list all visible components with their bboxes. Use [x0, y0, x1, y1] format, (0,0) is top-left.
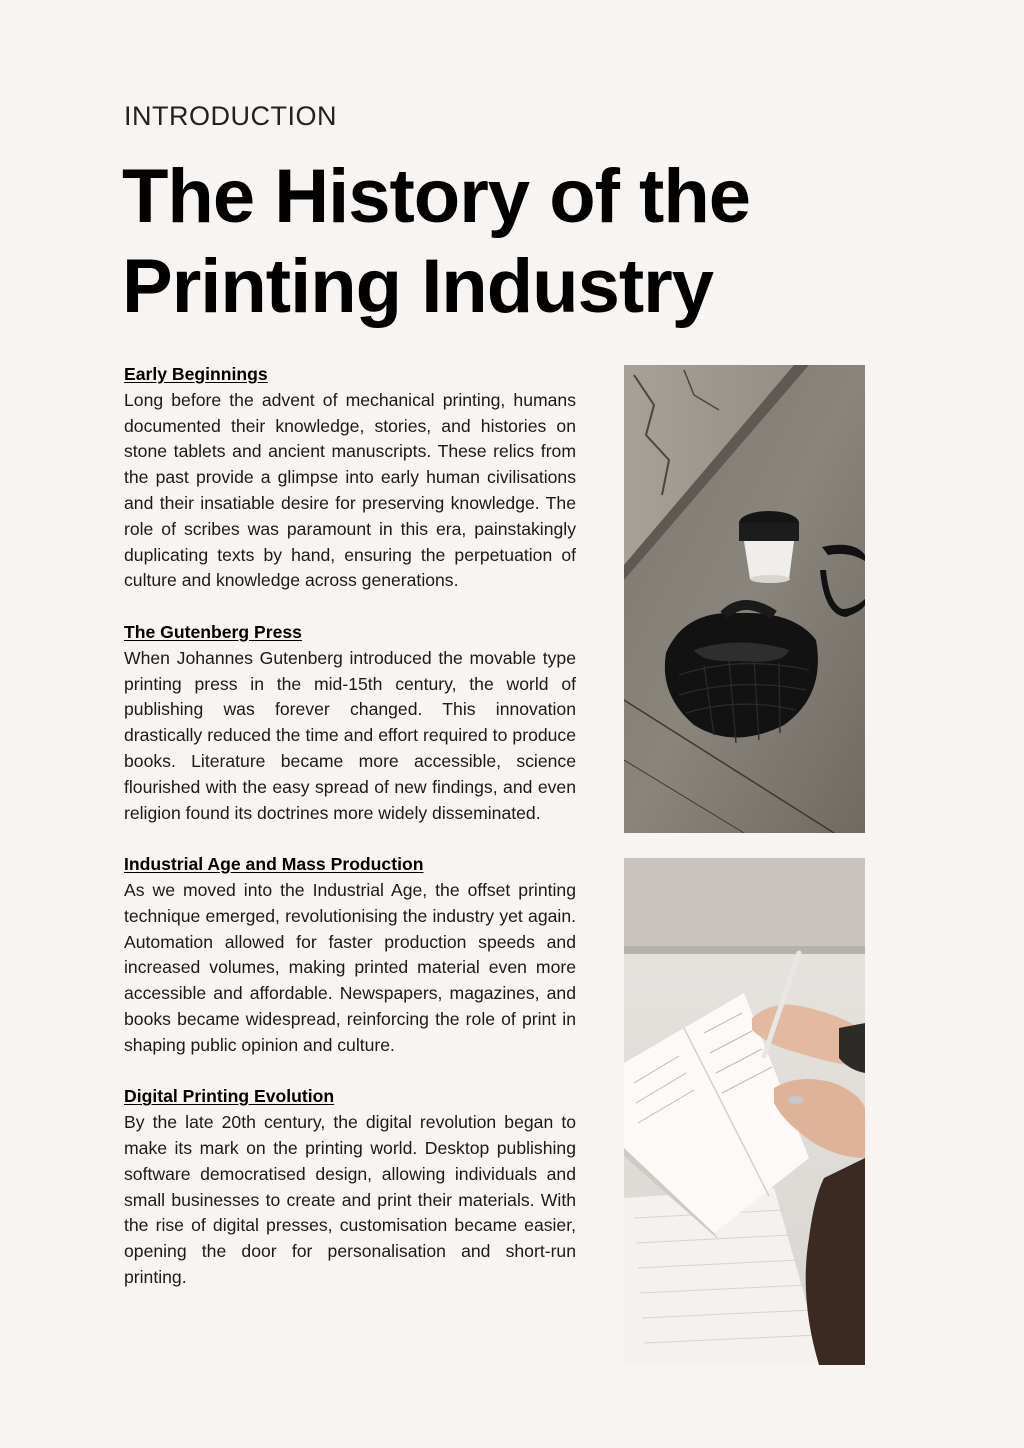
section-heading: Industrial Age and Mass Production: [124, 854, 424, 875]
section-digital-printing: [124, 1084, 576, 1290]
section-heading: Digital Printing Evolution: [124, 1086, 335, 1107]
section-heading: The Gutenberg Press: [124, 621, 302, 642]
article-body: [124, 362, 576, 1316]
section-paragraph: Long before the advent of mechanical printing, humans documented their knowledge, stories, and histories on stone tablets and ancient manuscripts. These relics from the past provide a glimpse into early human civilisations and their insatiable desire for preserving knowledge. The role of scribes was paramount in this era, painstakingly duplicating texts by hand, ensuring the perpetuation of culture and knowledge across generations.: [124, 389, 576, 591]
page-title: The History of the Printing Industry: [122, 154, 751, 329]
section-paragraph: When Johannes Gutenberg introduced the movable type printing press in the mid-15th century, the world of publishing was forever changed. This innovation drastically reduced the time and effort required to produce books. Literature became more accessible, science flourished with the easy spread of new findings, and even religion found its doctrines more widely disseminated.: [124, 647, 576, 823]
photo-coffee-bag-on-concrete: [624, 365, 865, 833]
section-industrial-age: [124, 852, 576, 1058]
section-paragraph: As we moved into the Industrial Age, the offset printing technique emerged, revolutionising the industry yet again. Automation allowed for faster production speeds and increased volumes, making printed material even more accessible and affordable. Newspapers, magazines, and books became widespread, reinforcing the role of print in shaping public opinion and culture.: [124, 879, 576, 1055]
section-gutenberg-press: [124, 620, 576, 826]
photo-writing-in-notebook: [624, 858, 865, 1365]
section-paragraph: By the late 20th century, the digital revolution began to make its mark on the printing world. Desktop publishing software democratised design, allowing individuals and small businesses to create and print their materials. With the rise of digital presses, customisation became easier, opening the door for personalisation and short-run printing.: [124, 1112, 576, 1287]
section-early-beginnings: [124, 362, 576, 594]
section-heading: Early Beginnings: [124, 364, 268, 384]
section-kicker: INTRODUCTION: [124, 101, 337, 131]
